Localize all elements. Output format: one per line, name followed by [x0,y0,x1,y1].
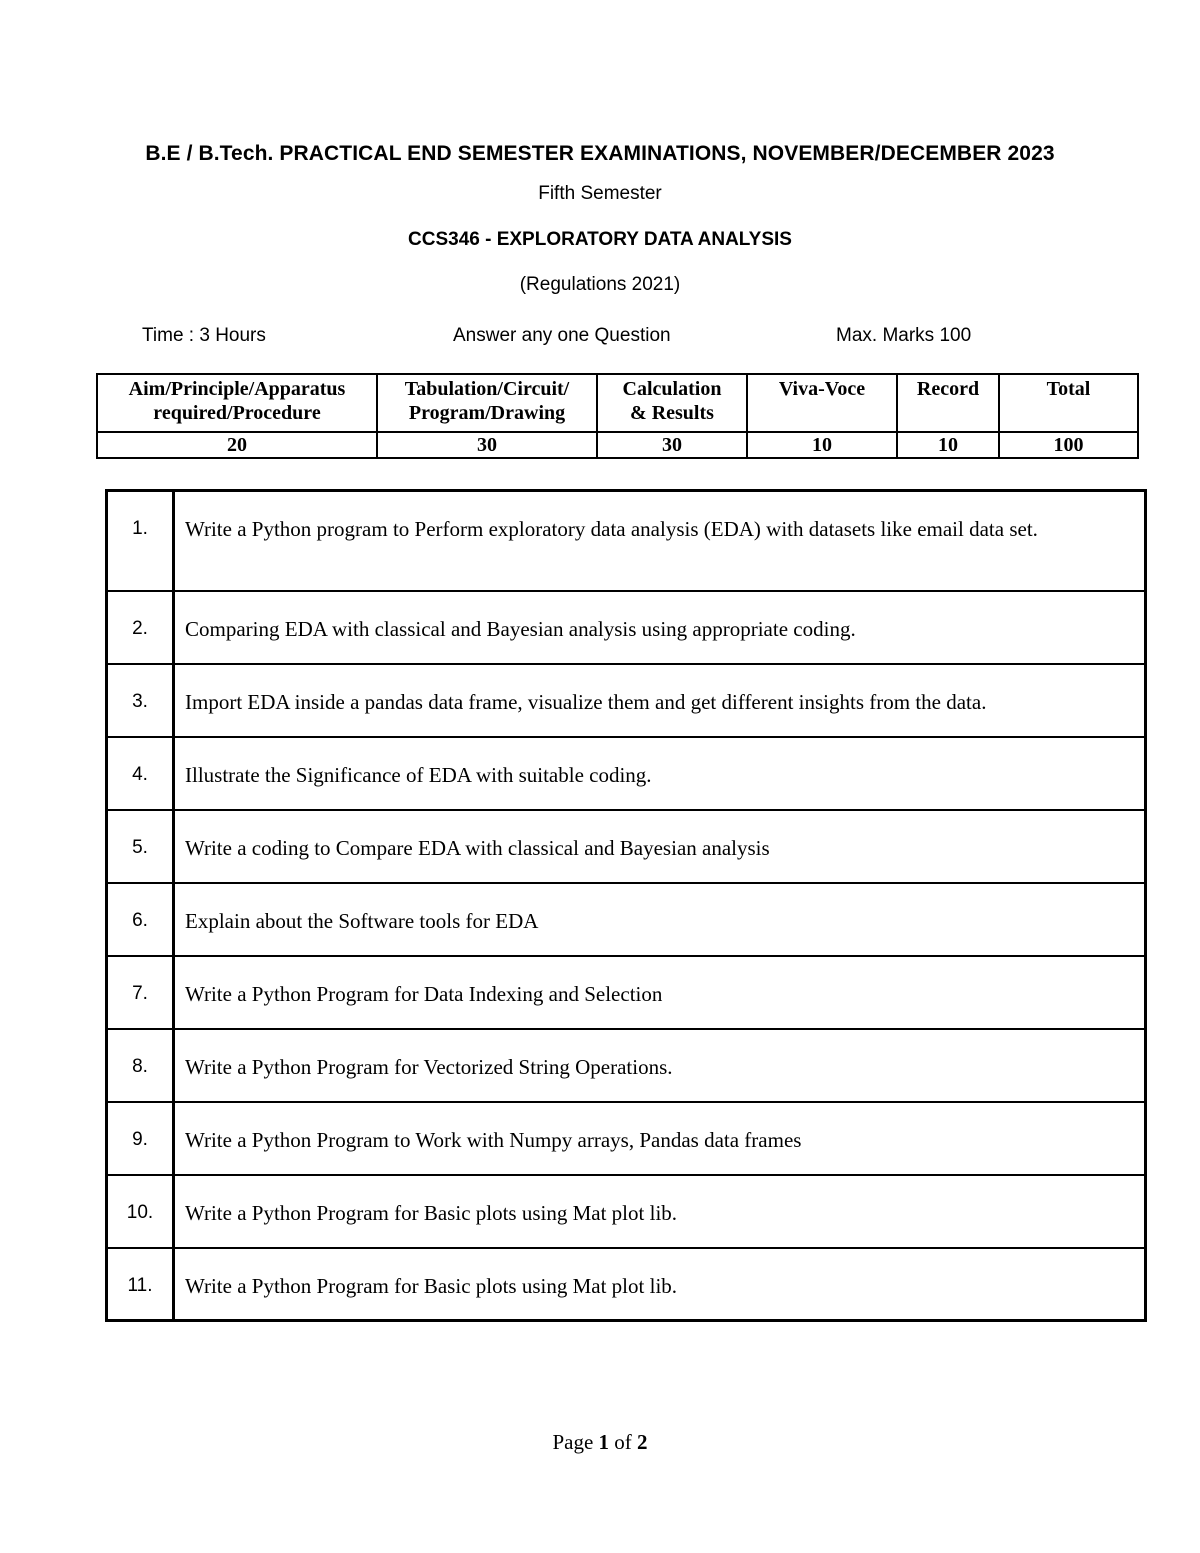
marks-header-cell [897,374,999,432]
question-text: Write a Python Program to Work with Numpy arrays, Pandas data frames [174,1102,1146,1175]
of-word: of [614,1430,632,1454]
question-text: Write a Python program to Perform exploratory data analysis (EDA) with datasets like email data set. [174,491,1146,591]
page-footer [0,1430,1200,1455]
questions-table [105,489,1147,1322]
question-row [107,1029,1146,1102]
question-row [107,1248,1146,1321]
question-number: 9. [107,1102,174,1175]
marks-value-cell: 10 [747,432,897,458]
marks-value-cell: 100 [999,432,1138,458]
page-number: 1 [598,1430,610,1454]
question-row [107,810,1146,883]
marks-header-cell [97,374,377,432]
marks-value-cell: 20 [97,432,377,458]
question-text: Explain about the Software tools for EDA [174,883,1146,956]
page-total: 2 [637,1430,648,1454]
question-row [107,664,1146,737]
question-number: 5. [107,810,174,883]
question-number: 7. [107,956,174,1029]
question-text: Write a Python Program for Basic plots using Mat plot lib. [174,1175,1146,1248]
marks-header-line: Program/Drawing [408,402,566,424]
question-text: Write a coding to Compare EDA with classical and Bayesian analysis [174,810,1146,883]
question-text: Illustrate the Significance of EDA with suitable coding. [174,737,1146,810]
semester-label: Fifth Semester [538,183,662,204]
time-label: Time : 3 Hours [142,325,266,346]
marks-header-line: Tabulation/Circuit/ [404,378,570,400]
marks-value-cell: 30 [597,432,747,458]
page-word: Page [552,1430,594,1454]
marks-header-line: Aim/Principle/Apparatus [128,378,346,400]
question-number: 6. [107,883,174,956]
question-row [107,1102,1146,1175]
marks-header-line: & Results [630,402,714,424]
marks-value-cell: 30 [377,432,597,458]
question-number: 10. [107,1175,174,1248]
marks-header-line: required/Procedure [153,402,321,424]
marks-header-cell [747,374,897,432]
question-row [107,1175,1146,1248]
regulations-label: (Regulations 2021) [519,274,681,295]
question-row [107,591,1146,664]
question-row [107,883,1146,956]
instruction-label: Answer any one Question [453,325,671,346]
marks-header-cell [377,374,597,432]
marks-header-line: Record [916,378,980,400]
question-text: Write a Python Program for Vectorized String Operations. [174,1029,1146,1102]
question-number: 8. [107,1029,174,1102]
question-number: 1. [107,491,174,591]
question-text: Write a Python Program for Data Indexing and Selection [174,956,1146,1029]
question-number: 4. [107,737,174,810]
marks-header-line: Viva-Voce [778,378,866,400]
question-number: 3. [107,664,174,737]
marks-value-cell: 10 [897,432,999,458]
question-row [107,737,1146,810]
course-title: CCS346 - EXPLORATORY DATA ANALYSIS [408,229,792,250]
marks-values-row [97,432,1138,458]
question-number: 11. [107,1248,174,1321]
question-text: Import EDA inside a pandas data frame, visualize them and get different insights from the data. [174,664,1146,737]
question-text: Write a Python Program for Basic plots using Mat plot lib. [174,1248,1146,1321]
question-row [107,956,1146,1029]
marks-header-line: Total [1046,378,1091,400]
marks-header-line: Calculation [622,378,722,400]
question-text: Comparing EDA with classical and Bayesian analysis using appropriate coding. [174,591,1146,664]
exam-title: B.E / B.Tech. PRACTICAL END SEMESTER EXAMINATIONS, NOVEMBER/DECEMBER 2023 [145,142,1055,165]
question-number: 2. [107,591,174,664]
max-marks-label: Max. Marks 100 [836,325,972,346]
marks-header-cell [597,374,747,432]
marks-header-cell [999,374,1138,432]
marks-distribution-table [96,373,1139,459]
marks-header-row [97,374,1138,432]
question-row [107,491,1146,591]
